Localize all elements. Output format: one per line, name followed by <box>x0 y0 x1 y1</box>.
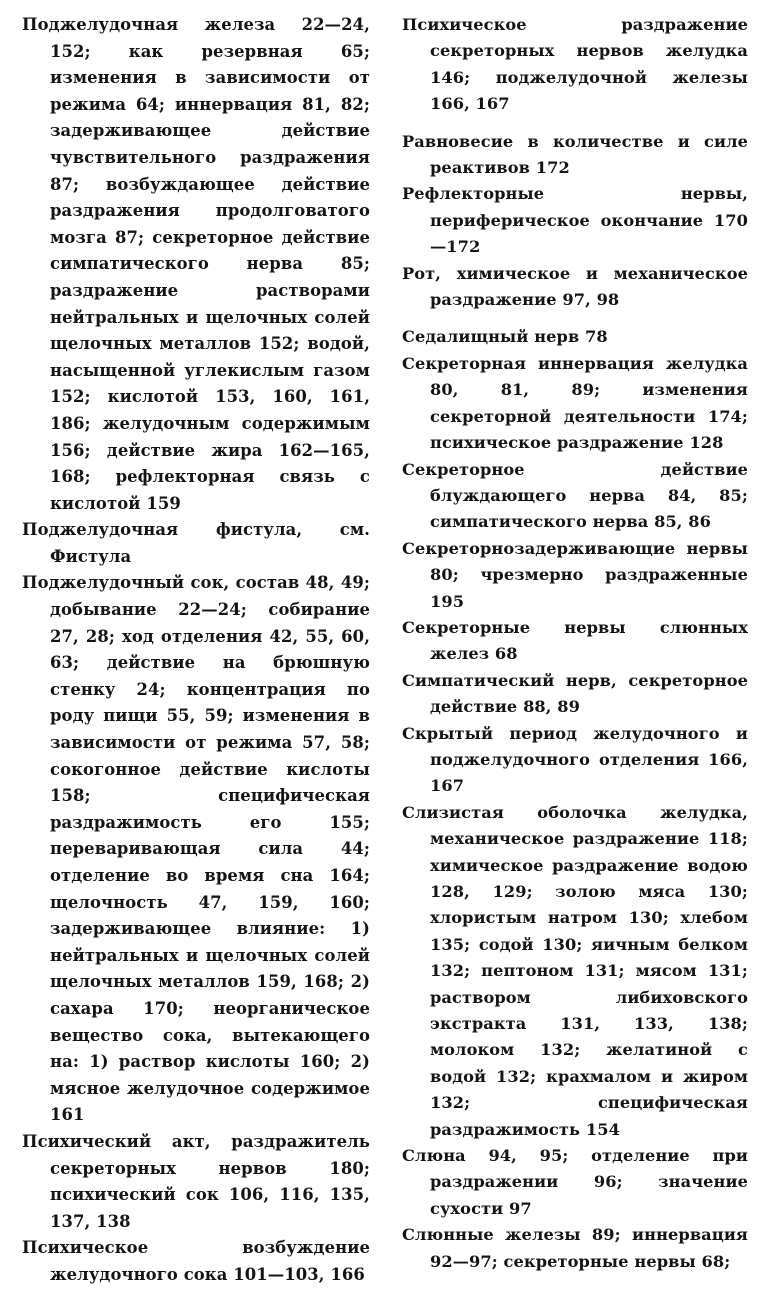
index-entry-podzheludochnaya-fistula: Поджелудочная фистула, см. Фистула <box>22 520 370 566</box>
index-entry-simpatichesky-nerv: Симпатический нерв, секреторное действие 88, 89 <box>402 670 748 717</box>
index-entry-sekretornoe-deystvie: Секреторное действие блуждающего нерва 84, 85; симпатического нерва 85, 86 <box>402 459 748 532</box>
index-entry-psikhicheskoe-razdrazhenie: Психическое раздражение секреторных нервов желудка 146; поджелудочной железы 166, 167 <box>402 15 748 114</box>
index-entry-skryty-period: Скрытый период желудочного и поджелудочного отделения 166, 167 <box>402 723 748 796</box>
index-entry-psikhichesky-akt: Психический акт, раздражитель секреторных нервов 180; психический сок 106, 116, 135, 137, 138 <box>22 1131 370 1231</box>
index-entry-slyunnye-zhelezy: Слюнные железы 89; иннервация 92—97; секреторные нервы 68; <box>402 1225 748 1271</box>
left-column <box>22 12 370 1289</box>
index-entry-rot: Рот, химическое и механическое раздражение 97, 98 <box>402 263 748 310</box>
index-entry-sedalishchny-nerv: Седалищный нерв 78 <box>402 327 608 347</box>
index-entry-sekretornaya-innervatsiya: Секреторная иннервация желудка 80, 81, 89; изменения секреторной деятельности 174; психическое раздражение 128 <box>402 353 748 453</box>
index-entry-slizistaya-obolochka: Слизистая оболочка желудка, механическое раздражение 118; химическое раздражение водою 128, 129; золою мяса 130; хлористым натром 130; хлебом 135; содой 130; яичным белком 132; пептоном 131; мясом 131; раствором либиховского экстракта 131, 133, 138; молоком 132; желатиной с водой 132; крахмалом и жиром 132; специфическая раздражимость 154 <box>402 802 748 1139</box>
index-entry-sekretornozaderzhivayushchie-nervy: Секреторнозадерживающие нервы 80; чрезмерно раздраженные 195 <box>402 538 748 611</box>
index-entry-psikhicheskoe-vozbuzhdenie: Психическое возбуждение желудочного сока 101—103, 166 <box>22 1238 370 1284</box>
index-entry-slyuna: Слюна 94, 95; отделение при раздражении 96; значение сухости 97 <box>402 1146 748 1218</box>
index-entry-podzheludochny-sok: Поджелудочный сок, состав 48, 49; добывание 22—24; собирание 27, 28; ход отделения 42, 55, 60, 63; действие на брюшную стенку 24; концентрация по роду пищи 55, 59; изменения в зависимости от режима 57, 58; сокогонное действие кислоты 158; специфическая раздражимость его 155; переваривающая сила 44; отделение во время сна 164; щелочность 47, 159, 160; задерживающее влияние: 1) нейтральных и щелочных солей щелочных металлов 159, 168; 2) сахара 170; неорганическое вещество сока, вытекающего на: 1) раствор кислоты 160; 2) мясное желудочное содержимое 161 <box>22 573 370 1125</box>
index-entry-podzheludochnaya-zheleza: Поджелудочная железа 22—24, 152; как резервная 65; изменения в зависимости от режима 64; иннервация 81, 82; задерживающее действие чувствительного раздражения 87; возбуждающее действие раздражения продолговатого мозга 87; секреторное действие симпатического нерва 85; раздражение растворами нейтральных и щелочных солей щелочных металлов 152; водой, насыщенной углекислым газом 152; кислотой 153, 160, 161, 186; желудочным содержимым 156; действие жира 162—165, 168; рефлекторная связь с кислотой 159 <box>22 15 370 513</box>
index-entry-sekretornye-nervy-slyunnykh-zhelez: Секреторные нервы слюнных желез 68 <box>402 617 748 664</box>
index-entry-ravnovesie: Равновесие в количестве и силе реактивов 172 <box>402 131 748 178</box>
index-entry-reflektornye-nervy: Рефлекторные нервы, периферическое окончание 170—172 <box>402 184 748 257</box>
right-column <box>402 12 748 1275</box>
